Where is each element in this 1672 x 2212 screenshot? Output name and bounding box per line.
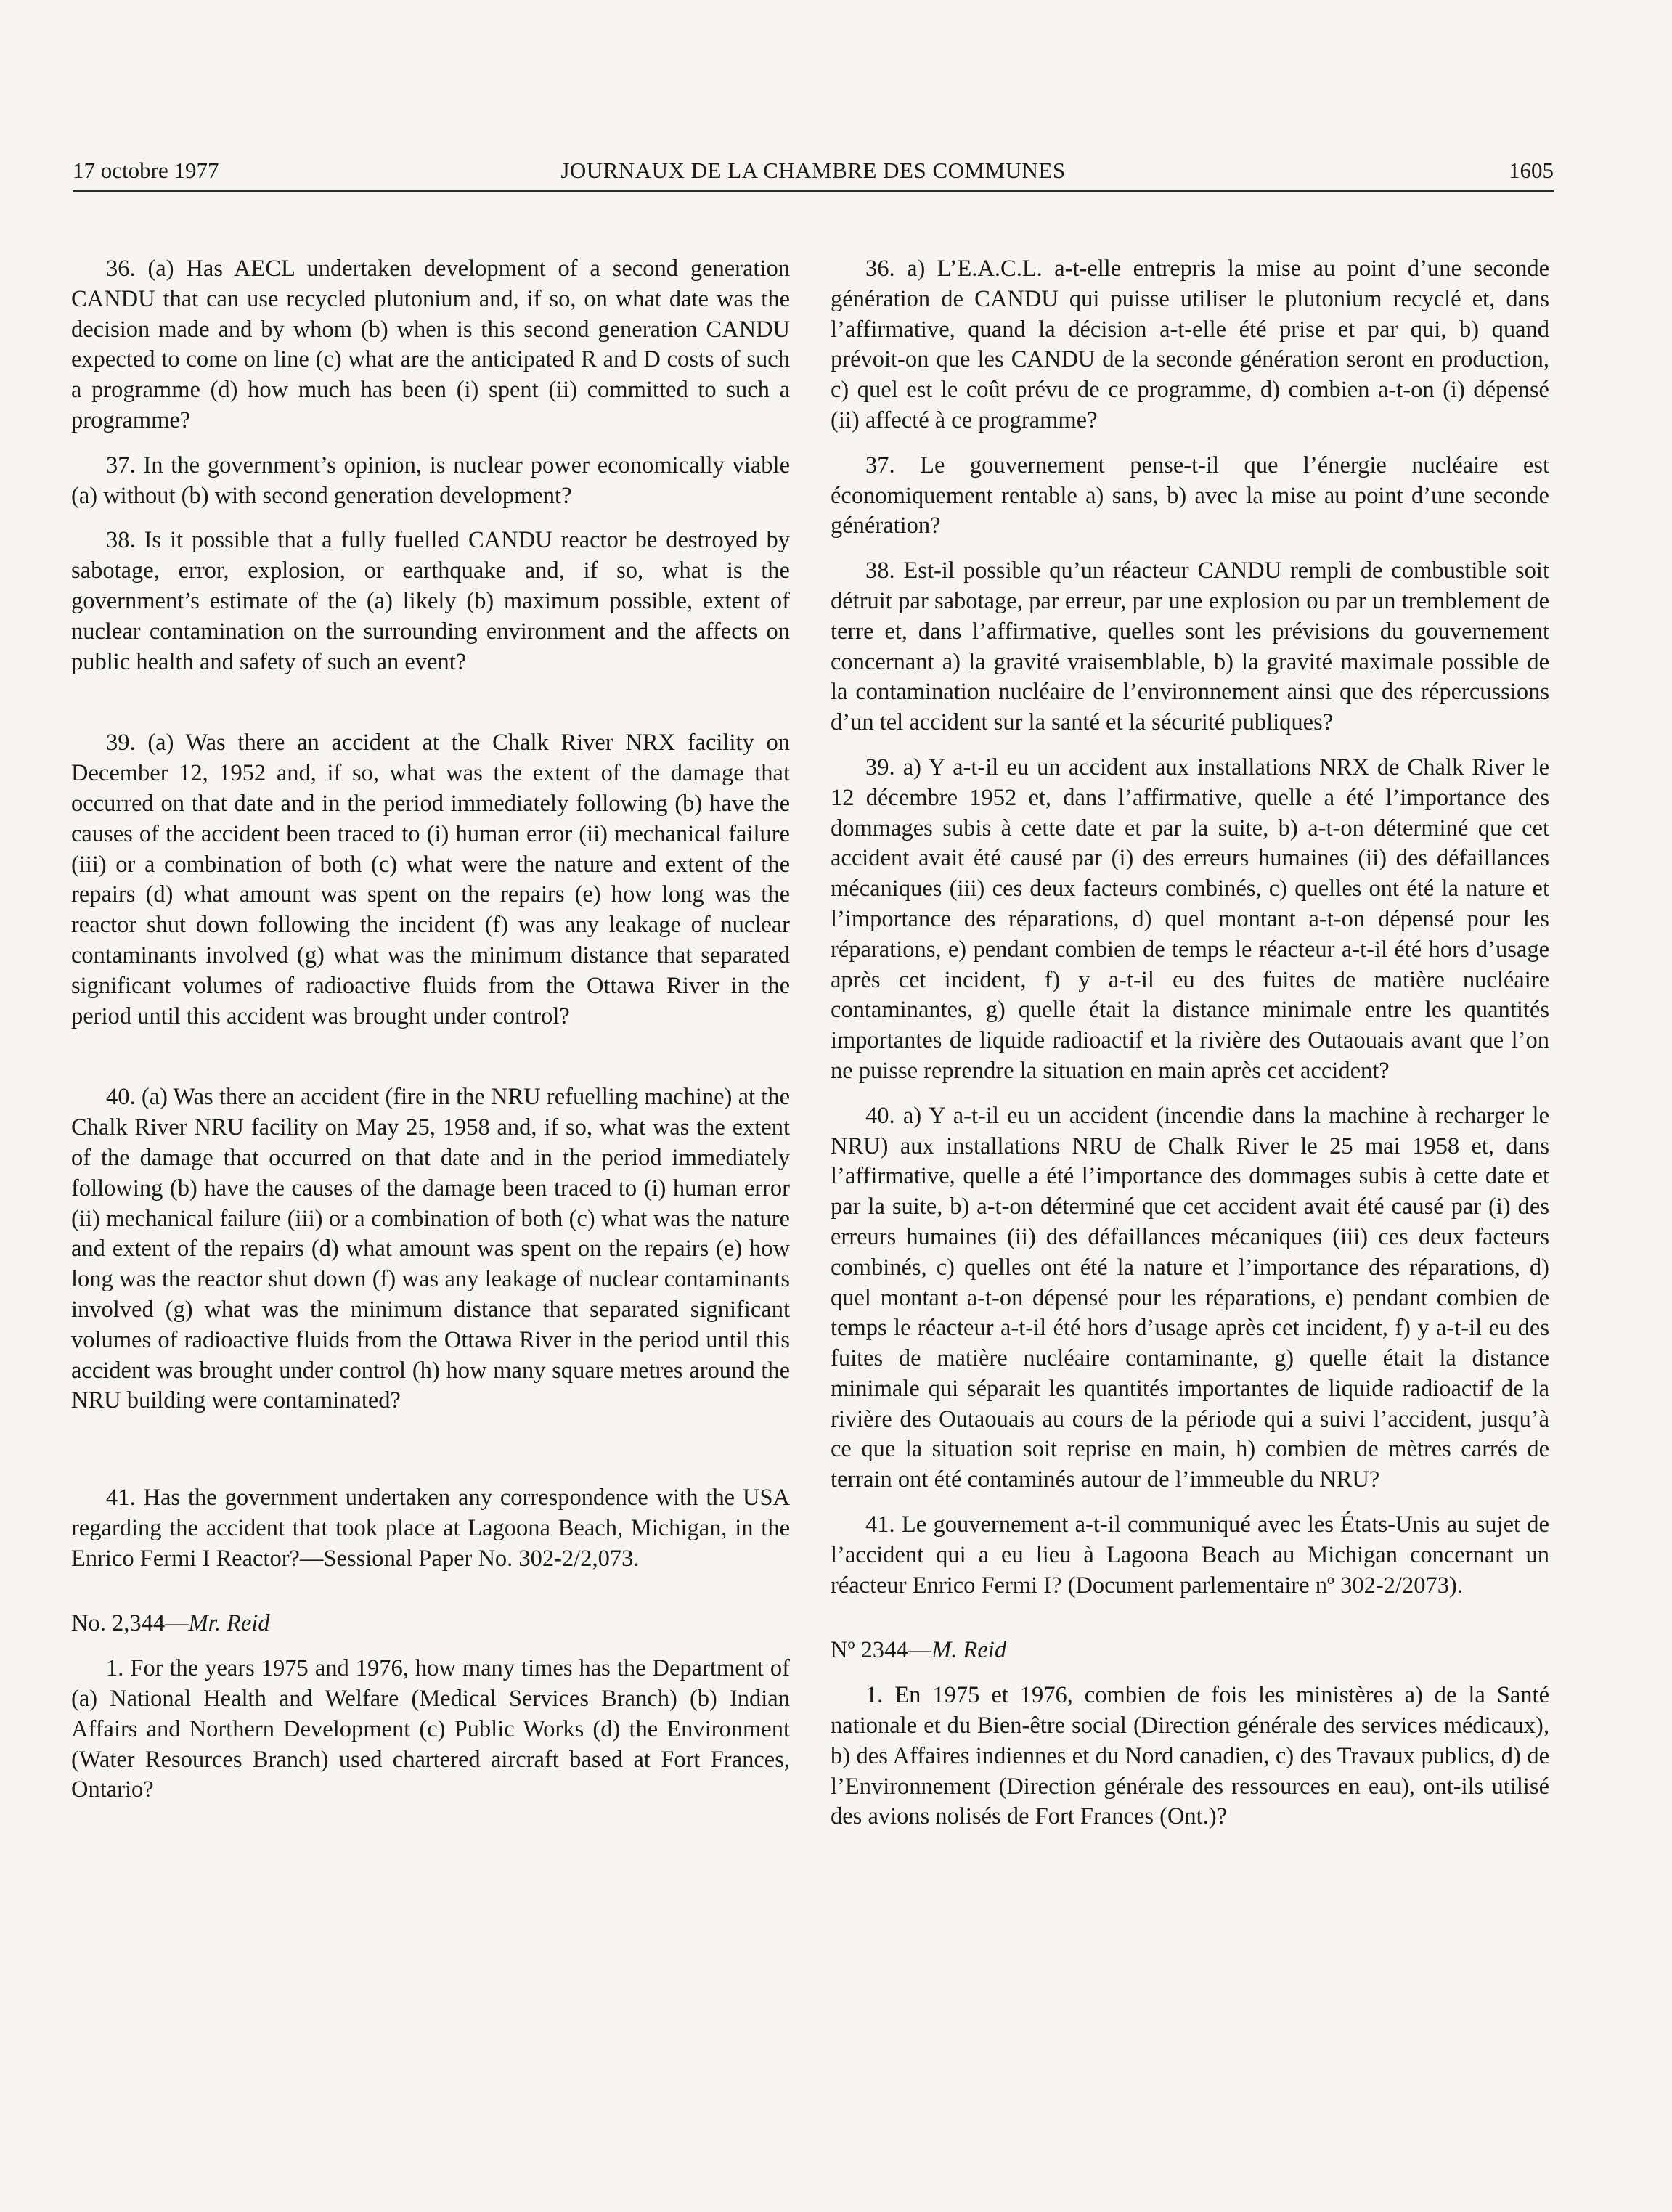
header-date: 17 octobre 1977 (73, 158, 219, 183)
question-40-fr: 40. a) Y a-t-il eu un accident (incendie dans la machine à recharger le NRU) aux installations NRU de Chalk River le 25 mai 1958 et, dans l’affirmative, quelle a été l’importance des dommages subis à cette date et par la suite, b) a-t-on déterminé que cet accident avait été causé par (i) des erreurs humaines (ii) des défaillances mécaniques (iii) ces deux facteurs combinés, c) quelles ont été la nature et l’importance des réparations, d) quel montant a-t-on dépensé pour les réparations, e) pendant combien de temps le réacteur a-t-il été hors d’usage après cet incident, f) y a-t-il eu des fuites de matière nucléaire contaminante, g) quelle était la distance minimale qui séparait les quantités importantes de liquide radioactif de la rivière des Outaouais au cours de la période qui a suivi l’accident, jusqu’à ce que la situation soit reprise en main, h) combien de mètres carrés de terrain ont été contaminés autour de l’immeuble du NRU? (831, 1102, 1549, 1493)
question-heading-fr (831, 1636, 1549, 1666)
question-39-en: 39. (a) Was there an accident at the Chalk River NRX facility on December 12, 1952 and, if so, what was the extent of the damage that occurred on that date and in the period immediately following (b) have the causes of the accident been traced to (i) human error (ii) mechanical failure (iii) or a combination of both (c) what were the nature and extent of the repairs (d) what amount was spent on the repairs (e) how long was the reactor shut down following the incident (f) was any leakage of nuclear contaminants involved (g) what was the minimum distance that separated significant volumes of radioactive fluids from the Ottawa River in the period until this accident was brought under control? (71, 730, 790, 1029)
question-41-en: 41. Has the government undertaken any correspondence with the USA regarding the accident that took place at Lagoona Beach, Michigan, in the Enrico Fermi I Reactor?—Sessional Paper No. 302-2/2,073. (71, 1485, 790, 1572)
question-40-en: 40. (a) Was there an accident (fire in the NRU refuelling machine) at the Chalk River NRU facility on May 25, 1958 and, if so, what was the extent of the damage that occurred on that date and in the period immediately following (b) have the causes of the damage been traced to (i) human error (ii) mechanical failure (iii) or a combination of both (c) what was the nature and extent of the repairs (d) what amount was spent on the repairs (e) how long was the reactor shut down (f) was any leakage of nuclear contaminants involved (g) what was the minimum distance that separated significant volumes of radioactive fluids from the Ottawa River in the period until this accident was brought under control (h) how many square metres around the NRU building were contaminated? (71, 1084, 790, 1414)
header-rule (73, 190, 1554, 192)
question-39-fr: 39. a) Y a-t-il eu un accident aux installations NRX de Chalk River le 12 décembre 1952 et, dans l’affirmative, quelle a été l’importance des dommages subis à cette date et par la suite, b) a-t-on déterminé que cet accident avait été causé par (i) des erreurs humaines (ii) des défaillances mécaniques (iii) ces deux facteurs combinés, c) quelles ont été la nature et l’importance des réparations, d) quel montant a-t-on dépensé pour les réparations, e) pendant combien de temps le réacteur a-t-il été hors d’usage après cet incident, f) y a-t-il eu des fuites de matière nucléaire contaminantes, g) quelle était la distance minimale entre les quantités importantes de liquide radioactif et la rivière des Outaouais avant que l’on ne puisse reprendre la situation en main après cet accident? (831, 754, 1549, 1084)
question-number-fr: Nº 2344— (831, 1637, 932, 1664)
question-number-en: No. 2,344— (71, 1610, 189, 1637)
journal-title: JOURNAUX DE LA CHAMBRE DES COMMUNES (560, 158, 1066, 183)
question-38-fr: 38. Est-il possible qu’un réacteur CANDU rempli de combustible soit détruit par sabotage, par erreur, par une explosion ou par un tremblement de terre et, dans l’affirmative, quelles sont les prévisions du gouvernement concernant a) la gravité vraisemblable, b) la gravité maximale possible de la contamination nucléaire de l’environnement ainsi que des répercussions d’un tel accident sur la santé et la sécurité publiques? (831, 558, 1549, 736)
page-number: 1605 (1509, 158, 1554, 183)
question-1-fr: 1. En 1975 et 1976, combien de fois les ministères a) de la Santé nationale et du Bien-être social (Direction générale des services médicaux), b) des Affaires indiennes et du Nord canadien, c) des Travaux publics, d) de l’Environnement (Direction générale des ressources en eau), ont-ils utilisé des avions nolisés de Fort Frances (Ont.)? (831, 1682, 1549, 1830)
question-1-en: 1. For the years 1975 and 1976, how many times has the Department of (a) National Health and Welfare (Medical Services Branch) (b) Indian Affairs and Northern Development (c) Public Works (d) the Environment (Water Resources Branch) used chartered aircraft based at Fort Frances, Ontario? (71, 1655, 790, 1803)
question-heading-en (71, 1609, 790, 1639)
question-38-en: 38. Is it possible that a fully fuelled CANDU reactor be destroyed by sabotage, error, explosion, or earthquake and, if so, what is the government’s estimate of the (a) likely (b) maximum possible, extent of nuclear contamination on the surrounding environment and the affects on public health and safety of such an event? (71, 527, 790, 675)
question-37-en: 37. In the government’s opinion, is nuclear power economically viable (a) without (b) with second generation development? (71, 452, 790, 509)
question-36-en: 36. (a) Has AECL undertaken development of a second generation CANDU that can use recycled plutonium and, if so, on what date was the decision made and by whom (b) when is this second generation CANDU expected to come on line (c) what are the anticipated R and D costs of such a programme (d) how much has been (i) spent (ii) committed to such a programme? (71, 256, 790, 433)
french-column (831, 254, 1549, 1832)
member-name-fr: M. Reid (931, 1637, 1007, 1664)
question-41-fr: 41. Le gouvernement a-t-il communiqué avec les États-Unis au sujet de l’accident qui a eu lieu à Lagoona Beach au Michigan concernant un réacteur Enrico Fermi I? (Document parlementaire nº 302-2/2073). (831, 1511, 1549, 1599)
running-header (73, 149, 1554, 192)
question-36-fr: 36. a) L’E.A.C.L. a-t-elle entrepris la mise au point d’une seconde génération de CANDU qui puisse utiliser le plutonium recyclé et, dans l’affirmative, quand la décision a-t-elle été prise et par qui, b) quand prévoit-on que les CANDU de la seconde génération seront en production, c) quel est le coût prévu de ce programme, d) combien a-t-on (i) dépensé (ii) affecté à ce programme? (831, 256, 1549, 433)
english-column (71, 254, 790, 1805)
member-name-en: Mr. Reid (188, 1610, 270, 1637)
question-37-fr: 37. Le gouvernement pense-t-il que l’énergie nucléaire est économiquement rentable a) sans, b) avec la mise au point d’une seconde génération? (831, 452, 1549, 539)
